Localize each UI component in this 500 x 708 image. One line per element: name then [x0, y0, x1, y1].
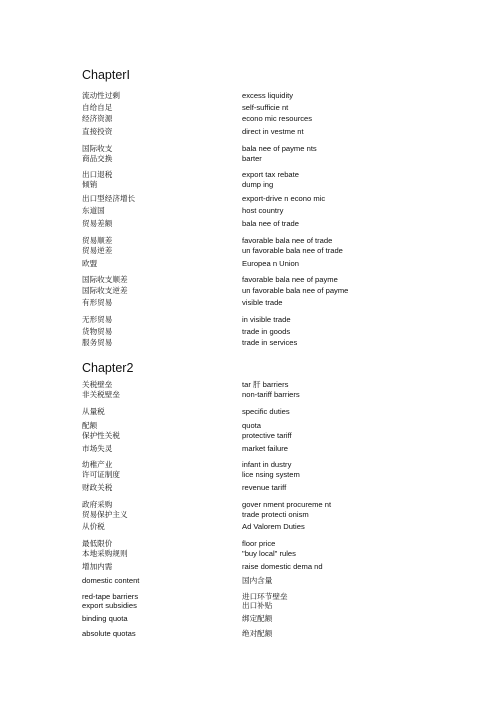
term-right: gover nment procureme nt	[242, 500, 332, 509]
term-left: 货物贸易	[82, 327, 113, 336]
term-right: infant in dustry	[242, 460, 292, 469]
term-left: 经济资源	[82, 114, 113, 123]
term-left: 本地采购规则	[82, 549, 128, 558]
term-left: 国际收支逆差	[82, 286, 128, 295]
term-left: 贸易逆差	[82, 246, 113, 255]
term-left: 市场失灵	[82, 444, 113, 453]
term-left: 贸易差额	[82, 219, 113, 228]
term-right: direct in vestme nt	[242, 127, 304, 136]
term-left: 欧盟	[82, 259, 98, 268]
term-left: 最低限价	[82, 539, 113, 548]
term-left: 贸易保护主义	[82, 510, 128, 519]
term-left: 倾销	[82, 180, 98, 189]
term-right: export-drive n econo mic	[242, 194, 326, 203]
term-right: 绝对配额	[242, 629, 273, 638]
term-left: red-tape barriers	[82, 592, 139, 601]
term-right: self-sufficie nt	[242, 103, 289, 112]
term-left: 增加内需	[82, 562, 113, 571]
term-left: export subsidies	[82, 601, 137, 610]
term-right: trade in goods	[242, 327, 291, 336]
term-right: 出口补贴	[242, 601, 273, 610]
term-left: binding quota	[82, 614, 128, 623]
term-left: 贸易顺差	[82, 236, 113, 245]
term-right: 进口环节壁垒	[242, 592, 288, 601]
term-right: visible trade	[242, 298, 283, 307]
term-left: 出口型经济增长	[82, 194, 136, 203]
term-left: 财政关税	[82, 483, 113, 492]
term-right: un favorable bala nee of trade	[242, 246, 343, 255]
term-right: revenue tariff	[242, 483, 287, 492]
term-right: favorable bala nee of trade	[242, 236, 333, 245]
term-left: 从价税	[82, 522, 105, 531]
term-left: domestic content	[82, 576, 140, 585]
term-left: 政府采购	[82, 500, 113, 509]
term-left: 幼稚产业	[82, 460, 113, 469]
term-left: 非关税壁垒	[82, 390, 120, 399]
term-left: 国际收支	[82, 144, 113, 153]
term-left: 自给自足	[82, 103, 113, 112]
term-right: un favorable bala nee of payme	[242, 286, 349, 295]
term-right: trade in services	[242, 338, 298, 347]
term-right: tar 肝 barriers	[242, 380, 289, 389]
term-right: raise domestic dema nd	[242, 562, 323, 571]
term-right: econo mic resources	[242, 114, 313, 123]
term-right: protective tariff	[242, 431, 292, 440]
term-left: 有形贸易	[82, 298, 113, 307]
term-left: 许可证制度	[82, 470, 120, 479]
term-left: 从量税	[82, 407, 105, 416]
term-right: floor price	[242, 539, 276, 548]
term-left: 保护性关税	[82, 431, 120, 440]
term-right: lice nsing system	[242, 470, 300, 479]
term-right: non-tariff barriers	[242, 390, 300, 399]
term-right: excess liquidity	[242, 91, 294, 100]
term-right: 绑定配额	[242, 614, 273, 623]
term-right: in visible trade	[242, 315, 291, 324]
term-left: 直接投资	[82, 127, 113, 136]
term-left: absolute quotas	[82, 629, 136, 638]
term-right: dump ing	[242, 180, 274, 189]
term-right: quota	[242, 421, 262, 430]
chapter2-title: Chapter2	[82, 361, 134, 375]
term-left: 配额	[82, 421, 98, 430]
term-left: 流动性过剩	[82, 91, 120, 100]
term-right: trade protecti onism	[242, 510, 309, 519]
term-right: 国内含量	[242, 576, 273, 585]
term-right: specific duties	[242, 407, 290, 416]
term-right: bala nee of payme nts	[242, 144, 317, 153]
term-right: market failure	[242, 444, 289, 453]
term-right: favorable bala nee of payme	[242, 275, 338, 284]
term-left: 无形贸易	[82, 315, 113, 324]
chapter1-title: ChapterI	[82, 68, 130, 82]
term-right: host country	[242, 206, 284, 215]
term-left: 东道国	[82, 206, 105, 215]
term-right: barter	[242, 154, 262, 163]
term-right: "buy local" rules	[242, 549, 296, 558]
term-left: 国际收支顺差	[82, 275, 128, 284]
term-right: Ad Valorem Duties	[242, 522, 305, 531]
term-right: export tax rebate	[242, 170, 299, 179]
term-left: 关税壁垒	[82, 380, 113, 389]
term-left: 服务贸易	[82, 338, 113, 347]
term-left: 商品交换	[82, 154, 113, 163]
term-left: 出口退税	[82, 170, 113, 179]
term-right: Europea n Union	[242, 259, 299, 268]
term-right: bala nee of trade	[242, 219, 299, 228]
